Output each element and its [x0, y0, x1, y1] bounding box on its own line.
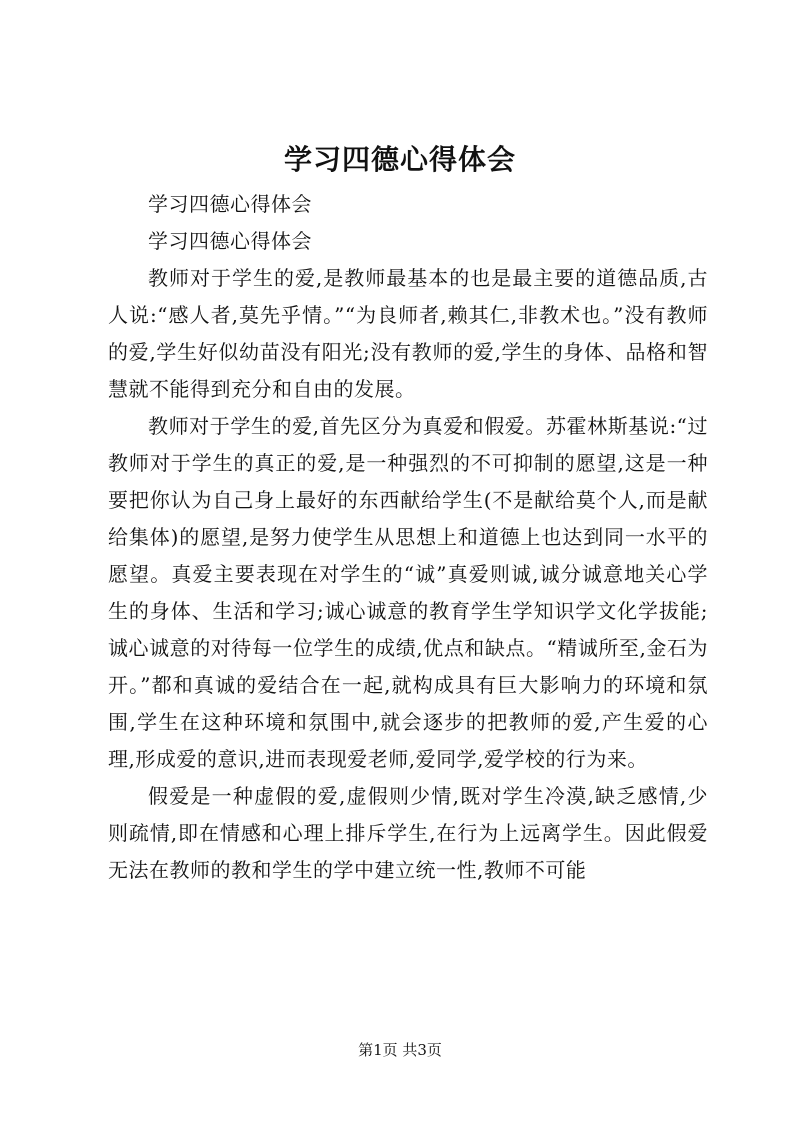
paragraph-teacher-love: 教师对于学生的爱,是教师最基本的也是最主要的道德品质,古人说:“感人者,莫先乎情。”“为良师者,赖其仁,非教术也。”没有教师的爱,学生好似幼苗没有阳光;没有教师的爱,学生的身体、品格和智慧就不能得到充分和自由的发展。: [108, 266, 708, 401]
paragraph-false-love: 假爱是一种虚假的爱,虚假则少情,既对学生冷漠,缺乏感情,少则疏情,即在情感和心理上排斥学生,在行为上远离学生。因此假爱无法在教师的教和学生的学中建立统一性,教师不可能: [108, 784, 708, 882]
paragraph-subtitle-1: 学习四德心得体会: [148, 192, 312, 216]
page-footer: 第1页 共3页: [358, 1041, 442, 1059]
paragraph-true-love: 教师对于学生的爱,首先区分为真爱和假爱。苏霍林斯基说:“过教师对于学生的真正的爱,是一种强烈的不可抑制的愿望,这是一种要把你认为自己身上最好的东西献给学生(不是献给莫个人,而是献给集体)的愿望,是努力使学生从思想上和道德上也达到同一水平的愿望。真爱主要表现在对学生的“诚”真爱则诚,诚分诚意地关心学生的身体、生活和学习;诚心诚意的教育学生学知识学文化学拔能;诚心诚意的对待每一位学生的成绩,优点和缺点。“精诚所至,金石为开。”都和真诚的爱结合在一起,就构成具有巨大影响力的环境和氛围,学生在这种环境和氛围中,就会逐步的把教师的爱,产生爱的心理,形成爱的意识,进而表现爱老师,爱同学,爱学校的行为来。: [108, 414, 708, 771]
document-title: 学习四德心得体会: [283, 143, 516, 176]
document-body: [108, 186, 708, 889]
paragraph-subtitle-2: 学习四德心得体会: [148, 229, 312, 253]
